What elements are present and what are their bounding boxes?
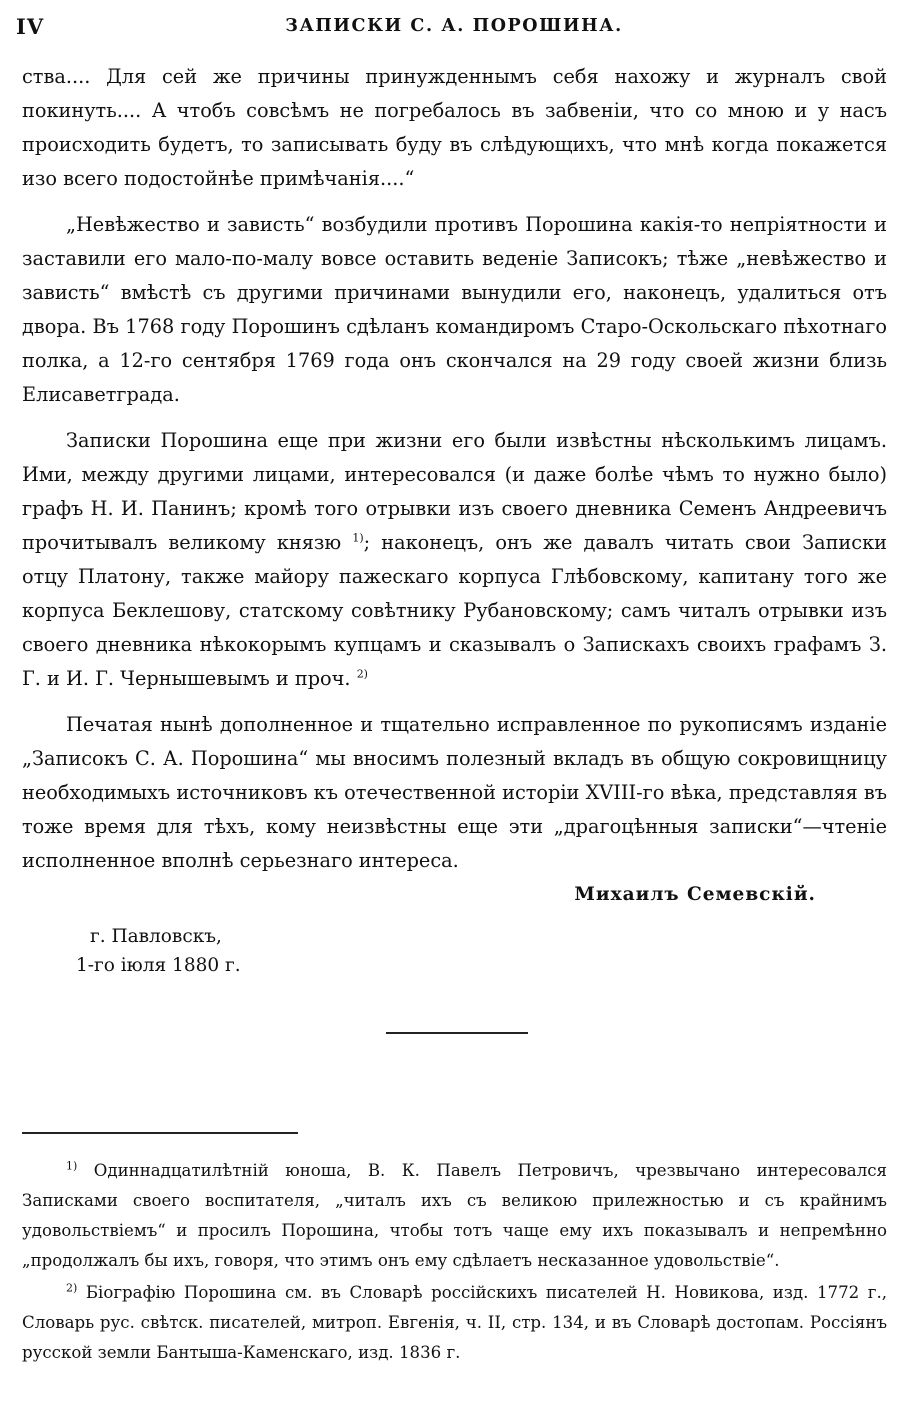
date: 1-го іюля 1880 г. — [76, 955, 241, 976]
footnote-text: Біографію Порошина см. въ Словарѣ россійскихъ писателей Н. Новикова, изд. 1772 г., Словарь рус. свѣтск. писателей, митроп. Евгенія, ч. II, стр. 134, и въ Словарѣ достопам. Россіянъ русской земли Бантыша-Каменскаго, изд. 1836 г. — [22, 1283, 887, 1362]
paragraph-text: Записки Порошина еще при жизни его были извѣстны нѣсколькимъ лицамъ. Ими, между другими лицами, интересовался (и даже болѣе чѣмъ то нужно было) графъ Н. И. Панинъ; кромѣ того отрывки изъ своего дневника Семенъ Андреевичъ прочитывалъ великому князю — [22, 429, 887, 554]
paragraph: Печатая нынѣ дополненное и тщательно исправленное по рукописямъ изданіе „Записокъ С. А. Порошина“ мы вносимъ полезный вкладъ въ общую сокровищницу необходимыхъ источниковъ къ отечественной исторіи XVIII-го вѣка, представляя въ тоже время для тѣхъ, кому неизвѣстны еще эти „драгоцѣнныя записки“—чтеніе исполненное вполнѣ серьезнаго интереса. — [22, 713, 887, 872]
footnote — [22, 1156, 887, 1276]
page-header — [16, 14, 892, 44]
section-divider — [386, 1032, 528, 1034]
footnote-marker: 1) — [66, 1159, 78, 1173]
paragraph: ства.... Для сей же причины принужденнымъ себя нахожу и журналъ свой покинуть.... А чтобъ совсѣмъ не погребалось въ забвеніи, что со мною и у насъ происходить будетъ, то записывать буду въ слѣдующихъ, что мнѣ когда покажется изо всего подостойнѣе примѣчанія....“ — [22, 65, 887, 190]
main-text — [22, 60, 887, 890]
paragraph — [22, 424, 887, 696]
footnote-ref[interactable]: 2) — [356, 667, 368, 681]
footnote-text: Одиннадцатилѣтній юноша, В. К. Павелъ Петровичъ, чрезвычано интересовался Записками своего воспитателя, „читалъ ихъ съ великою прилежностью и съ крайнимъ удовольствіемъ“ и просилъ Порошина, чтобы тотъ чаще ему ихъ показывалъ и непремѣнно „продолжалъ бы ихъ, говоря, что этимъ онъ ему сдѣлаетъ несказанное удовольствіе“. — [22, 1161, 887, 1270]
paragraph: „Невѣжество и зависть“ возбудили противъ Порошина какія-то непріятности и заставили его мало-по-малу вовсе оставить веденіе Записокъ; тѣже „невѣжество и зависть“ вмѣстѣ съ другими причинами вынудили его, наконецъ, удалиться отъ двора. Въ 1768 году Порошинъ сдѣланъ командиромъ Старо-Оскольскаго пѣхотнаго полка, а 12-го сентября 1769 года онъ скончался на 29 году своей жизни близь Елисаветграда. — [22, 213, 887, 406]
footnote-rule — [22, 1132, 298, 1134]
running-title: ЗАПИСКИ С. А. ПОРОШИНА. — [285, 16, 623, 36]
footnote — [22, 1278, 887, 1368]
paragraph-text: ; наконецъ, онъ же давалъ читать свои Записки отцу Платону, также майору пажескаго корпуса Глѣбовскому, капитану того же корпуса Беклешову, статскому совѣтнику Рубановскому; самъ читалъ отрывки изъ своего дневника нѣкокорымъ купцамъ и сказывалъ о Запискахъ своихъ графамъ З. Г. и И. Г. Чернышевымъ и проч. — [22, 531, 887, 690]
footnote-marker: 2) — [66, 1281, 78, 1295]
place: г. Павловскъ, — [90, 926, 222, 947]
author-signature: Михаилъ Семевскій. — [574, 884, 816, 905]
footnote-ref[interactable]: 1) — [352, 531, 364, 545]
footnotes — [22, 1156, 887, 1370]
place-and-date — [76, 922, 241, 980]
page-number: IV — [16, 14, 45, 39]
